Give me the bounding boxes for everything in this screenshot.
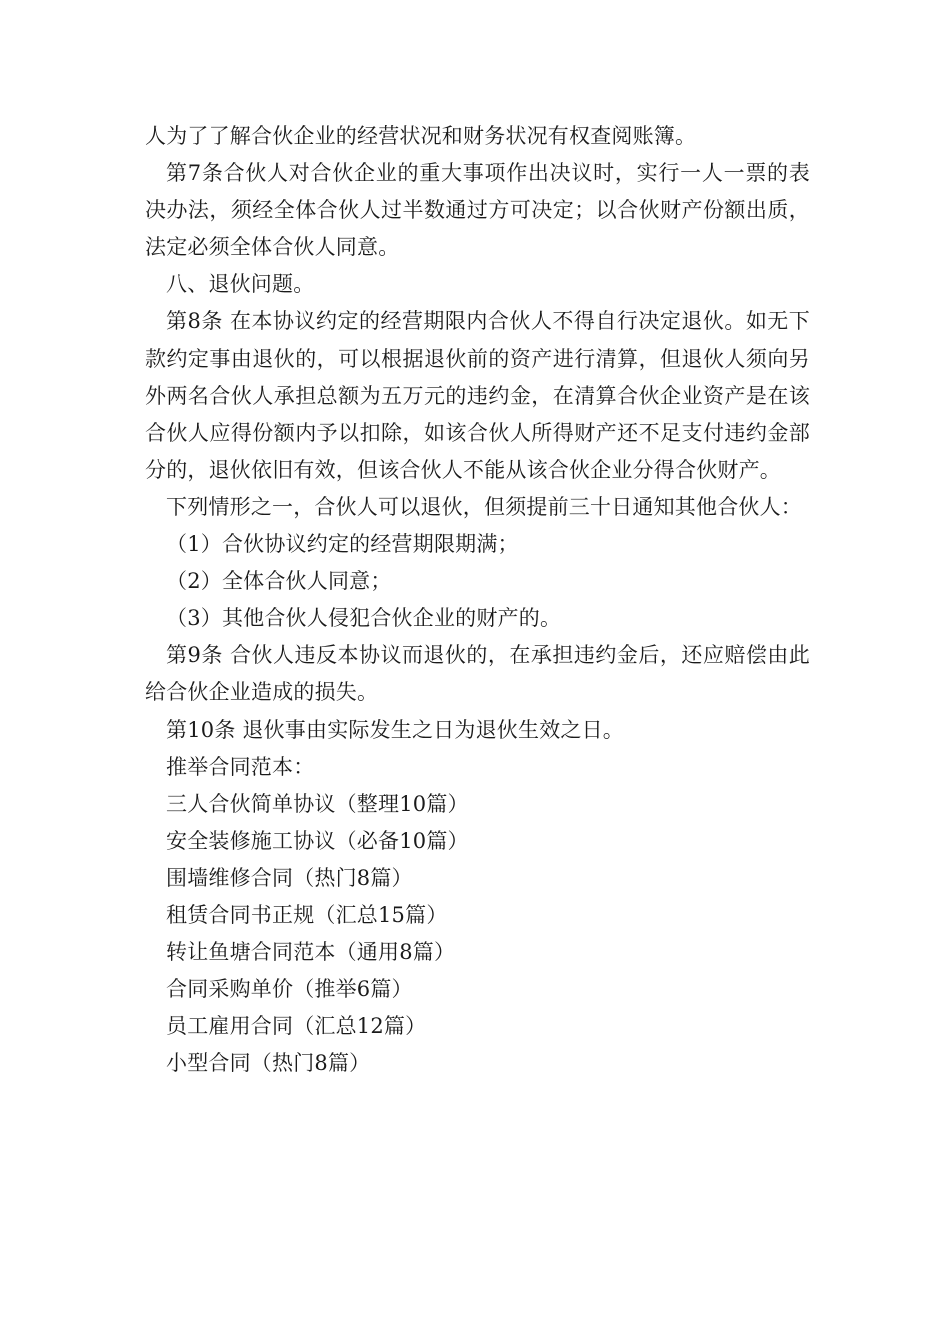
paragraph-withdrawal-conditions: 下列情形之一，合伙人可以退伙，但须提前三十日通知其他合伙人： xyxy=(166,494,802,519)
recommend-link-6[interactable]: 合同采购单价（推举6篇） xyxy=(166,977,413,1002)
recommend-link-8[interactable]: 小型合同（热门8篇） xyxy=(166,1051,371,1076)
recommend-link-3[interactable]: 围墙维修合同（热门8篇） xyxy=(166,865,413,890)
recommend-link-7[interactable]: 员工雇用合同（汇总12篇） xyxy=(166,1014,427,1039)
recommend-link-5[interactable]: 转让鱼塘合同范本（通用8篇） xyxy=(166,940,456,965)
paragraph-article-7: 第7条合伙人对合伙企业的重大事项作出决议时，实行一人一票的表决办法，须经全体合伙人过半数通过方可决定；以合伙财产份额出质，法定必须全体合伙人同意。 xyxy=(145,161,810,260)
paragraph-article-9: 第9条 合伙人违反本协议而退伙的，在承担违约金后，还应赔偿由此给合伙企业造成的损失。 xyxy=(145,643,810,705)
list-item-condition-3: （3）其他合伙人侵犯合伙企业的财产的。 xyxy=(166,606,562,631)
paragraph-article-10: 第10条 退伙事由实际发生之日为退伙生效之日。 xyxy=(166,717,624,742)
section-heading-withdrawal: 八、退伙问题。 xyxy=(166,272,315,297)
recommend-link-4[interactable]: 租赁合同书正规（汇总15篇） xyxy=(166,902,448,927)
recommend-link-1[interactable]: 三人合伙简单协议（整理10篇） xyxy=(166,791,469,816)
recommend-heading: 推举合同范本： xyxy=(166,754,315,779)
document-body xyxy=(145,118,810,1082)
list-item-condition-1: （1）合伙协议约定的经营期限期满； xyxy=(166,532,519,557)
list-item-condition-2: （2）全体合伙人同意； xyxy=(166,569,392,594)
recommend-link-2[interactable]: 安全装修施工协议（必备10篇） xyxy=(166,828,469,853)
paragraph-rights-clause: 人为了了解合伙企业的经营状况和财务状况有权查阅账簿。 xyxy=(145,124,697,148)
paragraph-article-8: 第8条 在本协议约定的经营期限内合伙人不得自行决定退伙。如无下款约定事由退伙的，可以根据退伙前的资产进行清算，但退伙人须向另外两名合伙人承担总额为五万元的违约金，在清算合伙企业资产是在该合伙人应得份额内予以扣除，如该合伙人所得财产还不足支付违约金部分的，退伙依旧有效，但该合伙人不能从该合伙企业分得合伙财产。 xyxy=(145,309,810,482)
